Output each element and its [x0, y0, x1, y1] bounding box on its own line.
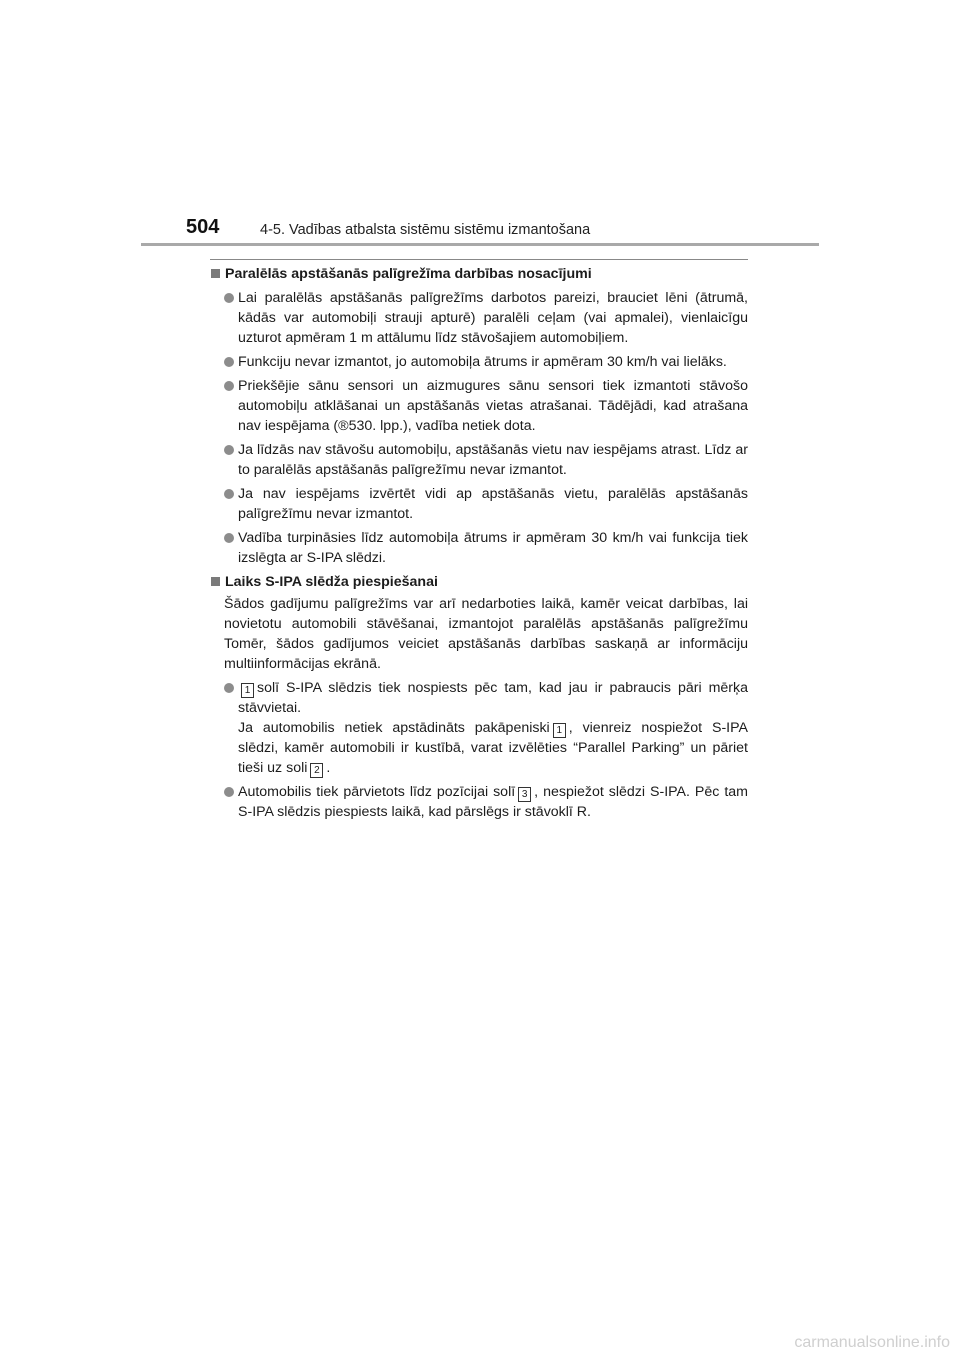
list-item-text: Ja automobilis netiek apstādināts pakāpeniski	[238, 720, 550, 736]
list-item-text: , nespiežot slēdzi S-IPA. Pēc tam S-IPA slēdzis piespiests laikā, kad pārslēgs ir stāvoklī R.	[238, 784, 748, 820]
step-number-badge: 1	[241, 683, 254, 698]
content-body	[210, 264, 748, 822]
step-number-badge: 3	[518, 787, 531, 802]
list-item	[210, 782, 748, 822]
list-item-text: Ja nav iespējams izvērtēt vidi ap apstāšanās vietu, paralēlās apstāšanās palīgrežīmu nevar izmantot.	[238, 486, 748, 522]
page-number: 504	[186, 216, 220, 238]
list-item-text: Lai paralēlās apstāšanās palīgrežīms darbotos pareizi, brauciet lēni (ātrumā, kādās var automobiļi strauji apturē) paralēli ceļam (vai apmalei), vienlaicīgu uzturot apmēram 1 m attālumu līdz stāvošajiem automobiļiem.	[238, 290, 748, 346]
list-item-text: .	[326, 760, 331, 776]
square-bullet-icon	[211, 269, 220, 278]
list-item	[210, 288, 748, 348]
list-item	[210, 440, 748, 480]
square-bullet-icon	[211, 577, 220, 586]
round-bullet-icon	[224, 533, 234, 543]
list-item	[210, 352, 748, 372]
list-item-text: Vadība turpināsies līdz automobiļa ātrums ir apmēram 30 km/h vai funkcija tiek izslēgta ar S-IPA slēdzi.	[238, 530, 748, 566]
list-item-text: Ja līdzās nav stāvošu automobiļu, apstāšanās vietu nav iespējams atrast. Līdz ar to paralēlās apstāšanās palīgrežīmu nevar izmantot.	[238, 442, 748, 478]
list-item-text: solī S-IPA slēdzis tiek nospiests pēc tam, kad jau ir pabraucis pāri mērķa stāvvietai.	[238, 680, 748, 716]
header-rule	[141, 243, 819, 246]
section-heading-text: Paralēlās apstāšanās palīgrežīma darbības nosacījumi	[225, 266, 592, 282]
round-bullet-icon	[224, 489, 234, 499]
round-bullet-icon	[224, 293, 234, 303]
step-number-badge: 2	[310, 763, 323, 778]
list-item	[210, 484, 748, 524]
list-item-text: Funkciju nevar izmantot, jo automobiļa ātrums ir apmēram 30 km/h vai lielāks.	[238, 354, 727, 370]
list-item-text: Priekšējie sānu sensori un aizmugures sānu sensori tiek izmantoti stāvošo automobiļu atklāšanai un apstāšanās vietas atrašanai. Tādējādi, kad atrašana nav iespējama (®530. lpp.), vadība netiek dota.	[238, 378, 748, 434]
round-bullet-icon	[224, 445, 234, 455]
step-number-badge: 1	[553, 723, 566, 738]
round-bullet-icon	[224, 381, 234, 391]
content-rule	[210, 259, 748, 260]
list-item	[210, 376, 748, 436]
paragraph: Šādos gadījumu palīgrežīms var arī nedarboties laikā, kamēr veicat darbības, lai novietotu automobili stāvēšanai, izmantojot paralēlās apstāšanās palīgrežīmu Tomēr, šādos gadījumos veiciet apstāšanās darbības saskaņā ar informāciju multiinformācijas ekrānā.	[224, 596, 748, 672]
round-bullet-icon	[224, 357, 234, 367]
list-item	[210, 678, 748, 778]
round-bullet-icon	[224, 787, 234, 797]
list-item	[210, 528, 748, 568]
watermark: carmanualsonline.info	[794, 1334, 950, 1351]
section-heading-text: Laiks S-IPA slēdža piespiešanai	[225, 574, 438, 590]
round-bullet-icon	[224, 683, 234, 693]
section-heading	[210, 264, 748, 284]
list-item-text: Automobilis tiek pārvietots līdz pozīcijai solī	[238, 784, 516, 800]
section-heading	[210, 572, 748, 592]
section-title: 4-5. Vadības atbalsta sistēmu sistēmu izmantošana	[260, 222, 591, 238]
list-item-text: , vienreiz nospiežot S-IPA slēdzi, kamēr automobili ir kustībā, varat izvēlēties “Parallel Parking” un pāriet tieši uz soli	[238, 720, 748, 776]
